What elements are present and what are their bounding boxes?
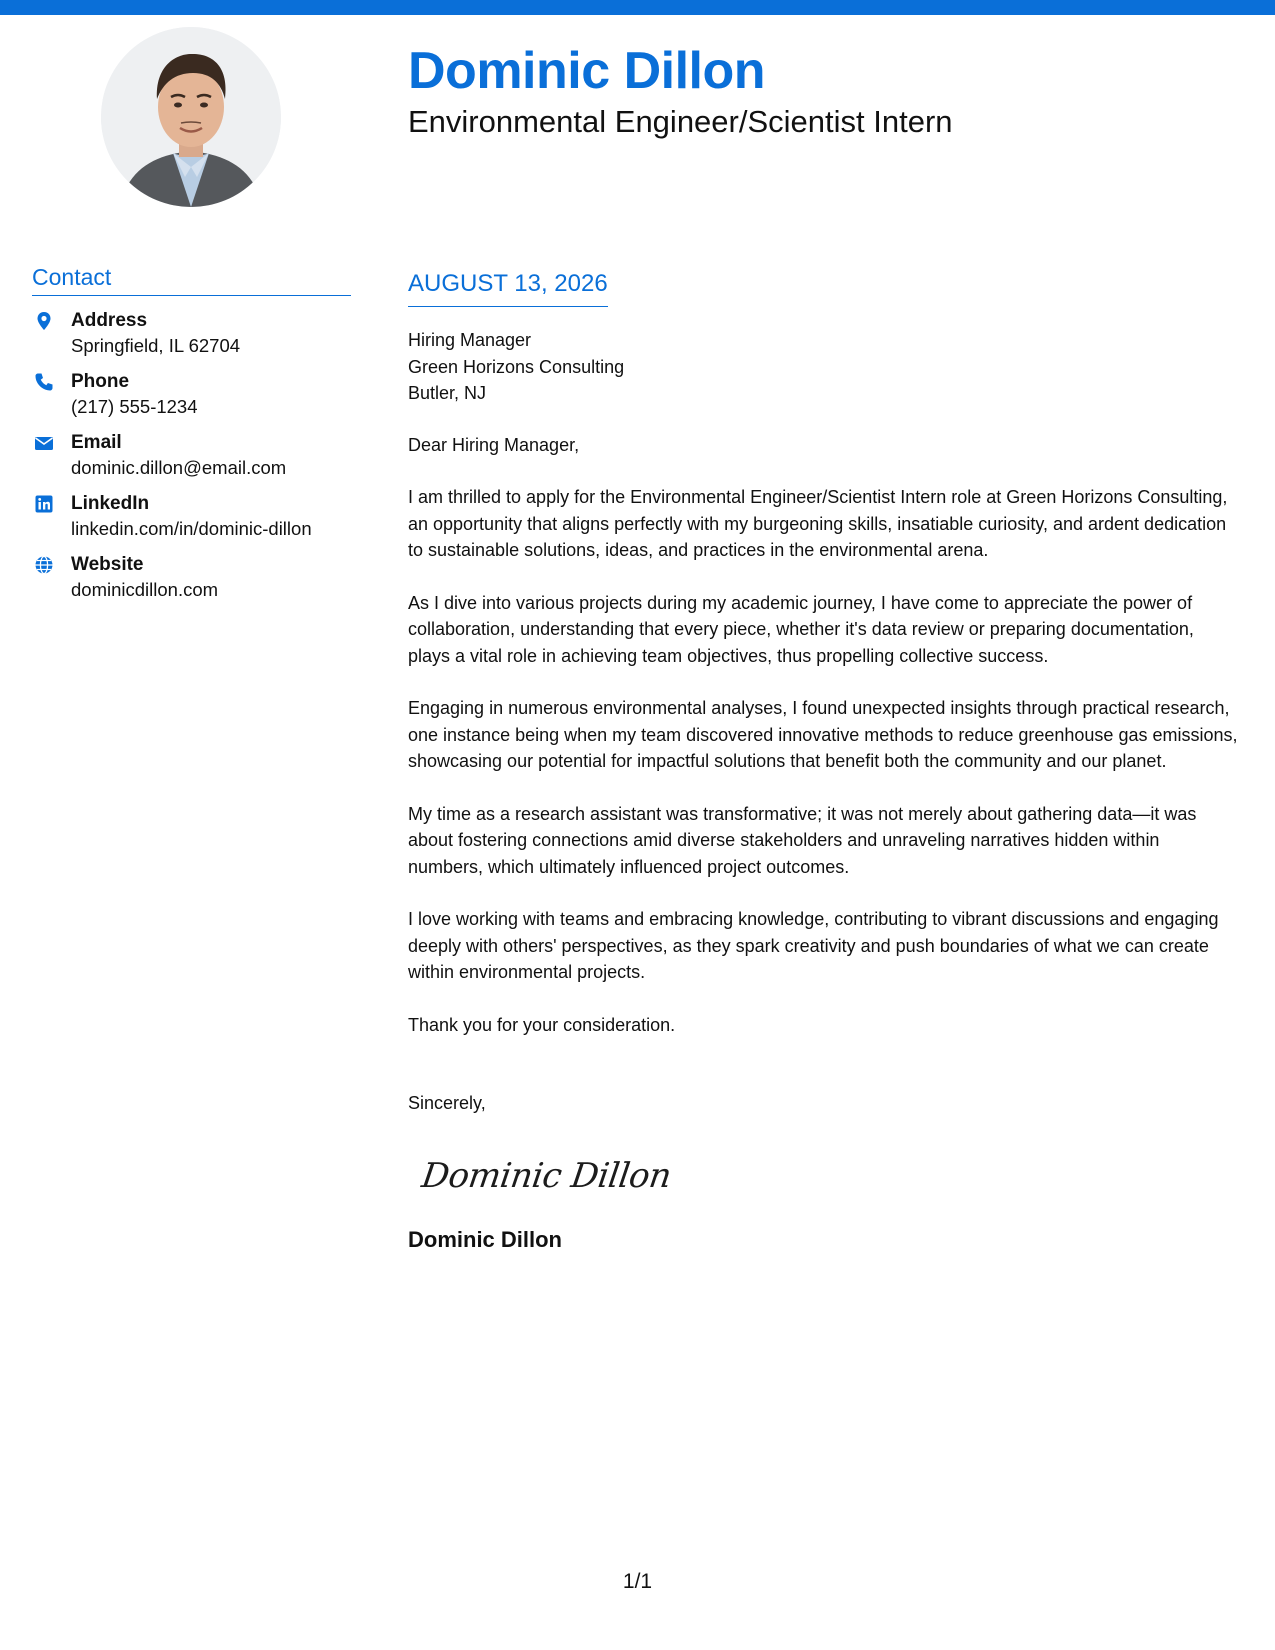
body-paragraph: Engaging in numerous environmental analyses, I found unexpected insights through practical research, one instance being when my team discovered innovative methods to reduce greenhouse gas emissions, showcasing our potential for impactful solutions that benefit both the community and our planet.	[408, 698, 1238, 771]
recipient-line: Green Horizons Consulting	[408, 356, 625, 377]
handwritten-signature: Dominic Dillon	[419, 1155, 674, 1196]
candidate-name: Dominic Dillon	[408, 42, 765, 100]
contact-label: LinkedIn	[71, 493, 150, 514]
body-paragraph: As I dive into various projects during my academic journey, I have come to appreciate the power of collaboration, understanding that every piece, whether it's data review or preparing documentation, plays a vital role in achieving team objectives, thus propelling collective success.	[408, 592, 1194, 666]
profile-photo	[101, 27, 281, 207]
letter-date: AUGUST 13, 2026	[408, 268, 608, 307]
contact-value[interactable]: dominicdillon.com	[71, 579, 219, 600]
globe-icon	[34, 555, 54, 575]
contact-value[interactable]: linkedin.com/in/dominic-dillon	[71, 518, 312, 539]
body-paragraph: I love working with teams and embracing knowledge, contributing to vibrant discussions and engaging deeply with others' perspectives, as they spark creativity and push boundaries of what we can create within environmental projects.	[408, 909, 1219, 982]
contact-linkedin	[32, 491, 351, 541]
top-accent-bar	[0, 0, 1275, 15]
envelope-icon	[34, 433, 54, 453]
contact-heading: Contact	[32, 262, 351, 296]
signature-image	[419, 1151, 1238, 1207]
phone-icon	[34, 372, 54, 392]
job-title: Environmental Engineer/Scientist Intern	[408, 104, 953, 139]
contact-label: Website	[71, 554, 144, 575]
contact-value: (217) 555-1234	[71, 396, 198, 417]
recipient-line: Butler, NJ	[408, 383, 487, 403]
contact-label: Email	[71, 432, 122, 453]
page-indicator: 1/1	[622, 1570, 653, 1593]
contact-address	[32, 308, 351, 358]
contact-email	[32, 430, 351, 480]
recipient-block	[408, 327, 1238, 407]
signer-name: Dominic Dillon	[408, 1226, 562, 1252]
body-paragraph: I am thrilled to apply for the Environmental Engineer/Scientist Intern role at Green Horizons Consulting, an opportunity that aligns perfectly with my burgeoning skills, insatiable curiosity, and ardent dedication to sustainable solutions, ideas, and practices in the environmental arena.	[408, 487, 1228, 560]
contact-sidebar	[32, 262, 351, 613]
contact-website	[32, 552, 351, 602]
contact-label: Phone	[71, 371, 130, 392]
closing: Sincerely,	[408, 1093, 486, 1113]
recipient-line: Hiring Manager	[408, 330, 532, 350]
body-paragraph: My time as a research assistant was transformative; it was not merely about gathering data—it was about fostering connections amid diverse stakeholders and unraveling narratives hidden within numbers, which ultimately influenced project outcomes.	[408, 803, 1197, 877]
letter-body	[408, 268, 1238, 1255]
map-pin-icon	[34, 311, 54, 331]
contact-value[interactable]: dominic.dillon@email.com	[71, 457, 287, 478]
contact-phone	[32, 369, 351, 419]
contact-value: Springfield, IL 62704	[71, 335, 241, 356]
linkedin-icon	[34, 494, 54, 514]
salutation: Dear Hiring Manager,	[408, 434, 580, 455]
thank-you-line: Thank you for your consideration.	[408, 1014, 676, 1035]
contact-label: Address	[71, 310, 148, 331]
